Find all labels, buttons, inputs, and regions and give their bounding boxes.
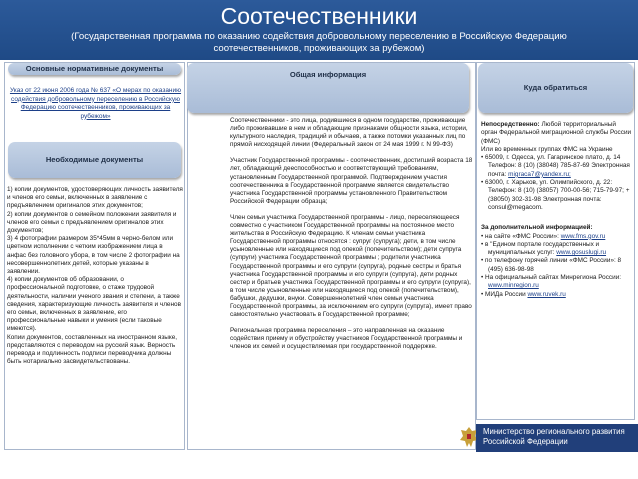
page-subtitle: (Государственная программа по оказанию содействия добровольному переселению в Российскую Федерацию соотечественников, проживающих за рубежом) bbox=[71, 31, 567, 54]
general-info-text bbox=[230, 117, 474, 351]
direct-line-2: Или во временных группах ФМС на Украине bbox=[481, 145, 613, 153]
header bbox=[0, 0, 638, 60]
office-odessa-email[interactable]: migraca7@yandex.ru; bbox=[508, 170, 571, 178]
contacts-heading bbox=[478, 63, 633, 113]
extra-fms: на сайте «ФМС России»: bbox=[485, 232, 559, 240]
required-doc-2: 2) копии документов о семейном положении заявителя и членов его семьи с предъявлением оригиналов этих документов; bbox=[7, 210, 177, 235]
direct-line-1: Любой территориальный орган Федеральной миграционной службы России (ФМС) bbox=[481, 121, 632, 145]
link-minregion[interactable]: www.minregion.ru bbox=[488, 282, 539, 290]
contacts-list: Непосредственно: Любой территориальный орган Федеральной миграционной службы России (ФМС) Или во временных группах ФМС на Украине • 65009, г. Одесса, ул. Гагаринское плато, д. 14 Телефон: 8 (10) (38048) 785-87-69 Электронная почта: migraca7@yandex.ru; • 63000, г. Харьков, ул. Олимпийского, д. 22: Телефон: 8 (10) (38057) 700-00-56; 715-79-97; + (38050) 302-31-98 Электронная почта: consul@megacom. За дополнительной информацией: • на сайте «ФМС России»: www.fms.gov.ru • в "Едином портале государственных и муниципальных услуг: www.gosuslugi.ru • по телефону горячей линии «ФМС России»: 8 (495) 636-98-98 • На официальный сайтах Минрегиона России: www.minregion.ru • МИДа России www.ruvek.ru bbox=[481, 121, 632, 298]
docs-heading-text: Основные нормативные документы bbox=[25, 64, 164, 73]
page-title: Соотечественники bbox=[220, 3, 418, 29]
office-odessa: 65009, г. Одесса, ул. Гагаринское плато, д. 14 Телефон: 8 (10) (38048) 785-87-69 Электронная почта: bbox=[485, 154, 630, 178]
general-info-heading bbox=[187, 63, 469, 113]
footer-line-2: Российской Федерации bbox=[483, 437, 568, 446]
required-doc-4: 4) копии документов об образовании, о профессиональной подготовке, о стаже трудовой деятельности, наличии ученого звания и степени, а также сведения, характеризующие личность заявителя и членов его семьи, включенных в заявление, его профессиональные навыки и умения (если таковые имеются). bbox=[7, 276, 181, 333]
required-heading-text: Необходимые документы bbox=[45, 155, 144, 164]
extra-hotline: по телефону горячей линии «ФМС России»: 8 (495) 636-98-98 bbox=[485, 257, 622, 273]
info-paragraph-3: Член семьи участника Государственной программы - лицо, переселяющееся совместно с участником Государственной программы на постоянное место жительства в Российскую Федерацию. К членам семьи участника Государственной программы относятся : супруг (супруга); дети, в том числе усыновленные или находящиеся под опекой (попечительством); дети супруга (супруги) участника Государственной программы ; родители участника Государственной программы и его супруги (супруга), родные сестры и братья участника Государственной программы и его супруги (супруга), дети родных сестер и братьев участника Государственной программы и его супруги (супруга), в том числе усыновленные или находящиеся под опекой (попечительством), бабушки, дедушки, внуки. Совершеннолетний член семьи участника Государственной программы, за исключением его супруги (супруга), имеет право самостоятельно участвовать в Государственной программе; bbox=[230, 213, 472, 319]
required-doc-note: Копии документов, составленных на иностранном языке, представляются с переводом на русский язык. Верность перевода и подлинность подписи переводчика должны быть нотариально засвидетельствованы. bbox=[7, 333, 178, 366]
info-paragraph-4: Региональная программа переселения – это направленная на оказание содействия приему и обустройству участников Государственной программы и членов их семей и осуществляемая при государственной поддержке. bbox=[230, 327, 463, 351]
docs-heading bbox=[8, 63, 181, 75]
direct-label: Непосредственно: bbox=[481, 121, 540, 128]
required-doc-3: 3) 4 фотографии размером 35*45мм в черно-белом или цветном исполнении с четким изображением лица в анфас без головного убора, в том числе 2 фотографии на несовершеннолетних детей, которые указаны в заявлении. bbox=[7, 235, 180, 276]
decree-link[interactable]: Указ от 22 июня 2006 года № 637 «О мерах по оказанию содействия добровольному переселению в Российскую Федерацию соотечественников, проживающих за рубежом» bbox=[9, 87, 182, 120]
extra-portal: в "Едином портале государственных и муниципальных услуг: bbox=[485, 240, 600, 257]
info-paragraph-2: Участник Государственной программы - соотечественник, достигший возраста 18 лет, обладающий дееспособностью и соответствующий требованиям, установленным Государственной программой. Подтверждением участия соотечественника в Государственной программе является свидетельство участника Государственной программы установленного Правительством Российской Федерации образца; bbox=[230, 157, 473, 205]
general-info-heading-text: Общая информация bbox=[289, 70, 367, 79]
link-fms[interactable]: www.fms.gov.ru bbox=[560, 232, 606, 240]
extra-mid: МИДа России bbox=[485, 290, 526, 298]
info-paragraph-1: Соотечественники - это лица, родившиеся в одном государстве, проживающие либо проживавшие в нем и обладающие признаками общности языка, истории, культурного наследия, традиций и обычаев, а также потомки указанных лиц по прямой нисходящей линии (Федеральный закон от 24 мая 1999 г. N 99-ФЗ) bbox=[230, 117, 468, 149]
extra-minregion: На официальный сайтах Минрегиона России: bbox=[485, 274, 622, 282]
extra-heading: За дополнительной информацией: bbox=[481, 224, 593, 232]
required-heading bbox=[8, 142, 181, 178]
contacts-heading-text: Куда обратиться bbox=[523, 83, 588, 92]
office-kharkiv: 63000, г. Харьков, ул. Олимпийского, д. 22: Телефон: 8 (10) (38057) 700-00-56; 715-79-97; + (38050) 302-31-98 Электронная почта: bbox=[485, 179, 630, 203]
footer-line-1: Министерство регионального развития bbox=[483, 427, 625, 436]
link-gosuslugi[interactable]: www.gosuslugi.ru bbox=[556, 249, 607, 257]
office-kharkiv-email: consul@megacom. bbox=[488, 203, 543, 211]
required-doc-1: 1) копии документов, удостоверяющих личность заявителя и членов его семьи, включенных в заявление с предъявлением оригиналов этих документов; bbox=[7, 186, 183, 210]
link-ruvek[interactable]: www.ruvek.ru bbox=[527, 290, 566, 298]
required-docs-list bbox=[7, 186, 183, 366]
footer-ministry bbox=[483, 427, 636, 447]
